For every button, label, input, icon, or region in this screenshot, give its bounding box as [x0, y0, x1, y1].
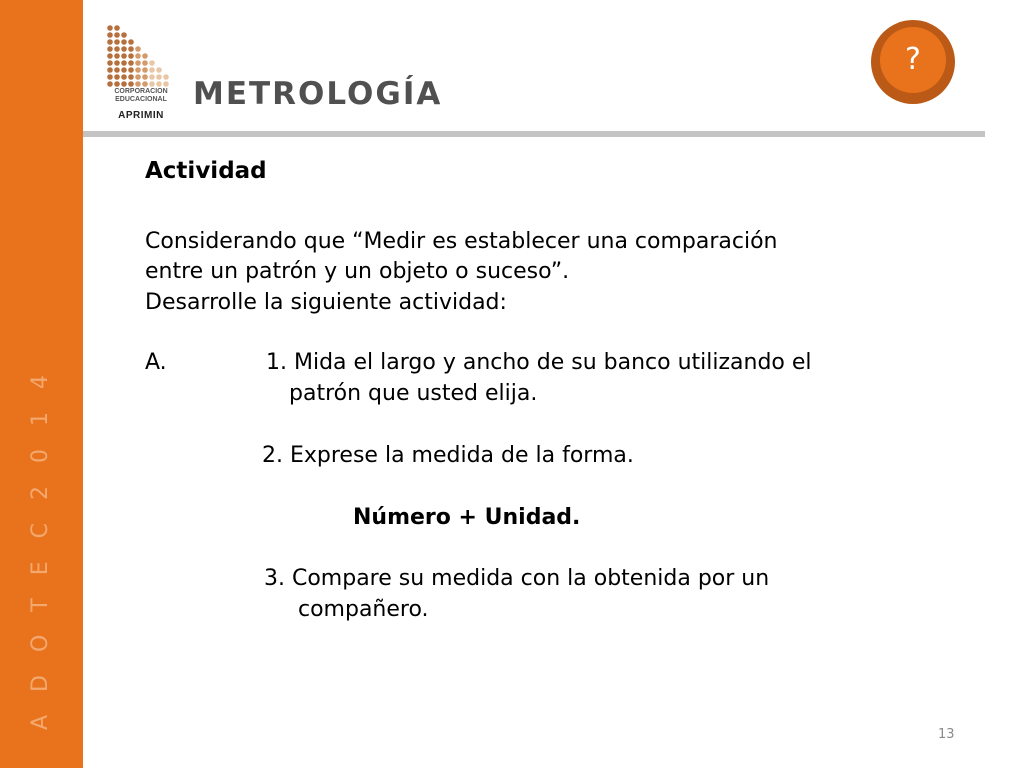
step-1-line-1: 1. Mida el largo y ancho de su banco utilizando el — [266, 350, 812, 375]
slide-heading: Actividad — [145, 158, 267, 184]
logo-caption-line1: CORPORACION — [114, 88, 168, 95]
step-2: 2. Exprese la medida de la forma. — [262, 443, 634, 468]
step-3-line-1: 3. Compare su medida con la obtenida por un — [264, 566, 770, 591]
question-mark-icon: ? — [880, 27, 946, 93]
formula: Número + Unidad. — [353, 505, 581, 530]
intro-line-2: entre un patrón y un objeto o suceso”. — [145, 259, 570, 284]
logo-caption-line2: EDUCACIONAL — [115, 96, 167, 103]
page-number: 13 — [938, 727, 955, 742]
page-title: METROLOGÍA — [193, 76, 443, 112]
logo-brand: APRIMIN — [118, 110, 164, 121]
vertical-year-label: A D O T E C 2 0 1 4 — [28, 367, 53, 730]
intro-line-3: Desarrolle la siguiente actividad: — [145, 290, 507, 315]
item-marker: A. — [145, 350, 167, 375]
step-3-line-2: compañero. — [298, 597, 429, 622]
step-1-line-2: patrón que usted elija. — [289, 381, 538, 406]
intro-line-1: Considerando que “Medir es establecer una comparación — [145, 229, 778, 254]
